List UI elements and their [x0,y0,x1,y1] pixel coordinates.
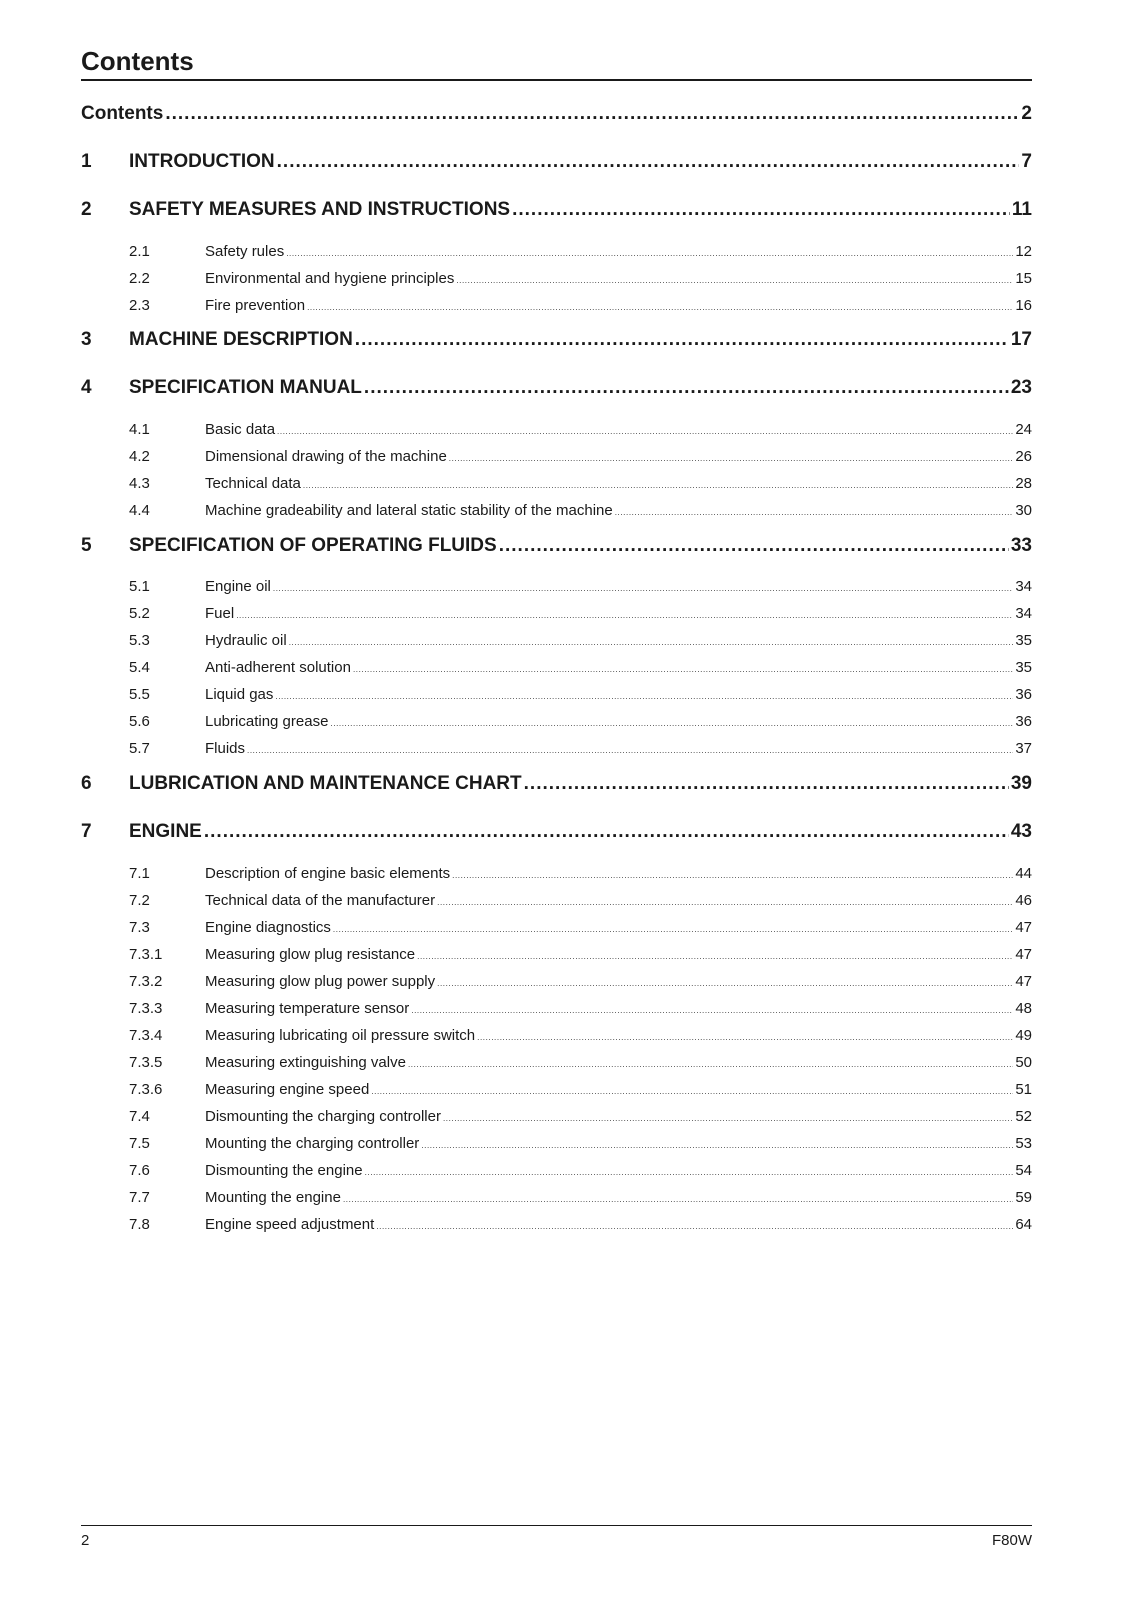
toc-subentry[interactable] [81,1027,1032,1047]
toc-subentry[interactable] [81,1108,1032,1128]
toc-entry-number: 7.3.3 [129,1000,163,1017]
toc-entry-page: 35 [1015,632,1032,649]
toc-dot-leader [365,1168,1014,1177]
toc-subentry[interactable] [81,1135,1032,1155]
toc-entry-number: 4 [81,377,92,398]
toc-entry-number: 7.8 [129,1216,150,1233]
toc-entry-number: 7.6 [129,1162,150,1179]
toc-entry-page: 64 [1015,1216,1032,1233]
toc-entry-number: 7.2 [129,892,150,909]
toc-entry-number: 5.2 [129,605,150,622]
toc-subentry[interactable] [81,865,1032,885]
toc-dot-leader [421,1141,1013,1150]
toc-entry-title: Safety rules [205,243,285,260]
title-rule [81,79,1032,81]
toc-entry-page: 39 [1010,773,1032,794]
toc-subentry[interactable] [81,946,1032,966]
toc-subentry[interactable] [81,1162,1032,1182]
toc-entry-title: Engine oil [205,578,271,595]
toc-entry-page: 52 [1015,1108,1032,1125]
toc-dot-leader [371,1087,1013,1096]
toc-dot-leader [437,898,1013,907]
toc-entry-number: 7.1 [129,865,150,882]
toc-entry-title: Fire prevention [205,297,306,314]
toc-dot-leader [512,199,1010,221]
toc-dot-leader [307,303,1013,312]
toc-entry-title: SAFETY MEASURES AND INSTRUCTIONS [129,199,511,220]
toc-subentry[interactable] [81,243,1032,263]
toc-entry-title: SPECIFICATION OF OPERATING FLUIDS [129,535,497,556]
toc-entry-page: 47 [1015,946,1032,963]
toc-dot-leader [273,584,1013,593]
toc-entry-page: 23 [1010,377,1032,398]
toc-entry-number: 7.7 [129,1189,150,1206]
toc-subentry[interactable] [81,1054,1032,1074]
toc-entry-title: Contents [81,103,164,124]
toc-dot-leader [303,481,1013,490]
toc-entry[interactable] [81,151,1032,175]
toc-entry-title: Technical data [205,475,301,492]
toc-entry[interactable] [81,329,1032,353]
toc-dot-leader [443,1114,1013,1123]
toc-entry-title: ENGINE [129,821,202,842]
toc-subentry[interactable] [81,421,1032,441]
toc-dot-leader [615,508,1014,517]
toc-entry-title: Dismounting the charging controller [205,1108,441,1125]
toc-entry-number: 7.3.6 [129,1081,163,1098]
toc-dot-leader [477,1033,1013,1042]
toc-entry-title: Liquid gas [205,686,274,703]
toc-entry[interactable] [81,199,1032,223]
toc-entry-page: 54 [1015,1162,1032,1179]
toc-entry-title: Measuring engine speed [205,1081,370,1098]
toc-dot-leader [236,611,1013,620]
toc-entry-number: 5.6 [129,713,150,730]
toc-dot-leader [449,454,1014,463]
toc-entry-title: Engine speed adjustment [205,1216,375,1233]
toc-entry-number: 6 [81,773,92,794]
toc-entry-page: 34 [1015,578,1032,595]
toc-entry-title: Basic data [205,421,276,438]
toc-entry-title: Measuring extinguishing valve [205,1054,406,1071]
toc-entry-title: Lubricating grease [205,713,329,730]
footer-page-number: 2 [81,1532,90,1549]
toc-subentry[interactable] [81,659,1032,679]
toc-dot-leader [286,249,1013,258]
toc-dot-leader [452,871,1013,880]
toc-entry-number: 5.3 [129,632,150,649]
footer-rule [81,1525,1032,1526]
toc-entry-title: Anti-adherent solution [205,659,351,676]
toc-subentry[interactable] [81,1081,1032,1101]
toc-entry-number: 4.2 [129,448,150,465]
toc-subentry[interactable] [81,475,1032,495]
toc-dot-leader [376,1222,1013,1231]
toc-entry-title: Fluids [205,740,246,757]
toc-dot-leader [289,638,1014,647]
toc-entry-page: 33 [1010,535,1032,556]
toc-subentry[interactable] [81,502,1032,522]
toc-entry-page: 47 [1015,919,1032,936]
toc-entry-page: 17 [1010,329,1032,350]
toc-entry-title: Machine gradeability and lateral static stability of the machine [205,502,613,519]
toc-dot-leader [333,925,1013,934]
toc-subentry[interactable] [81,740,1032,760]
toc-entry-number: 5.5 [129,686,150,703]
toc-entry-title: SPECIFICATION MANUAL [129,377,362,398]
toc-dot-leader [417,952,1013,961]
toc-subentry[interactable] [81,1216,1032,1236]
toc-entry-title: Hydraulic oil [205,632,287,649]
toc-dot-leader [524,773,1009,795]
toc-subentry[interactable] [81,270,1032,290]
toc-entry-number: 5.7 [129,740,150,757]
toc-subentry[interactable] [81,448,1032,468]
toc-entry-page: 26 [1015,448,1032,465]
toc-dot-leader [355,329,1009,351]
toc-subentry[interactable] [81,1000,1032,1020]
toc-entry[interactable] [81,103,1032,127]
toc-dot-leader [499,535,1009,557]
toc-entry-number: 4.3 [129,475,150,492]
toc-entry[interactable] [81,377,1032,401]
toc-entry-title: Measuring glow plug resistance [205,946,416,963]
toc-entry-number: 7.3.4 [129,1027,163,1044]
toc-dot-leader [411,1006,1013,1015]
toc-subentry[interactable] [81,297,1032,317]
toc-entry[interactable] [81,773,1032,797]
page-title: Contents [81,46,194,76]
toc-dot-leader [456,276,1013,285]
toc-entry[interactable] [81,535,1032,559]
toc-entry-number: 7.3.5 [129,1054,163,1071]
toc-entry-number: 5.1 [129,578,150,595]
toc-entry-page: 48 [1015,1000,1032,1017]
toc-entry-page: 11 [1011,199,1032,220]
toc-entry-title: Dismounting the engine [205,1162,363,1179]
toc-entry-title: Technical data of the manufacturer [205,892,436,909]
footer-model: F80W [991,1532,1032,1549]
toc-entry-number: 7.3.2 [129,973,163,990]
toc-entry-page: 59 [1015,1189,1032,1206]
toc-entry-number: 3 [81,329,92,350]
toc-entry-page: 36 [1015,713,1032,730]
toc-entry-number: 2.1 [129,243,150,260]
toc-entry-page: 24 [1015,421,1032,438]
toc-entry-number: 7.4 [129,1108,150,1125]
toc-subentry[interactable] [81,713,1032,733]
toc-entry-number: 7.3 [129,919,150,936]
toc-entry-page: 51 [1015,1081,1032,1098]
toc-dot-leader [165,103,1019,125]
toc-entry-number: 2.3 [129,297,150,314]
toc-entry-number: 5 [81,535,92,556]
toc-entry-number: 4.1 [129,421,150,438]
toc-entry-page: 34 [1015,605,1032,622]
toc-dot-leader [247,746,1013,755]
toc-entry-number: 5.4 [129,659,150,676]
toc-entry-page: 36 [1015,686,1032,703]
toc-entry-page: 12 [1015,243,1032,260]
toc-entry-number: 7 [81,821,92,842]
toc-dot-leader [275,692,1013,701]
toc-entry-page: 35 [1015,659,1032,676]
toc-subentry[interactable] [81,578,1032,598]
toc-entry-title: Description of engine basic elements [205,865,451,882]
toc-entry-number: 2.2 [129,270,150,287]
toc-entry-page: 16 [1015,297,1032,314]
toc-entry-page: 7 [1021,151,1032,172]
toc-entry-number: 7.3.1 [129,946,163,963]
toc-entry-title: Fuel [205,605,235,622]
toc-entry-page: 44 [1015,865,1032,882]
toc-dot-leader [330,719,1013,728]
toc-entry-page: 47 [1015,973,1032,990]
toc-dot-leader [364,377,1009,399]
toc-entry-title: Measuring temperature sensor [205,1000,410,1017]
toc-entry-title: INTRODUCTION [129,151,275,172]
toc-entry-page: 30 [1015,502,1032,519]
toc-entry-number: 2 [81,199,92,220]
toc-entry-title: Engine diagnostics [205,919,331,936]
toc-subentry[interactable] [81,686,1032,706]
toc-entry-number: 1 [81,151,92,172]
toc-dot-leader [408,1060,1013,1069]
toc-entry-title: Dimensional drawing of the machine [205,448,447,465]
toc-subentry[interactable] [81,973,1032,993]
toc-entry-page: 43 [1010,821,1032,842]
toc-dot-leader [204,821,1009,843]
toc-entry-title: Mounting the charging controller [205,1135,420,1152]
toc-entry-page: 49 [1015,1027,1032,1044]
toc-subentry[interactable] [81,1189,1032,1209]
toc-entry-title: Environmental and hygiene principles [205,270,455,287]
toc-subentry[interactable] [81,632,1032,652]
toc-dot-leader [277,151,1020,173]
toc-entry-page: 2 [1021,103,1032,124]
toc-dot-leader [353,665,1013,674]
toc-entry-page: 50 [1015,1054,1032,1071]
toc-entry-number: 4.4 [129,502,150,519]
toc-entry-page: 37 [1015,740,1032,757]
toc-entry-number: 7.5 [129,1135,150,1152]
toc-entry-page: 15 [1015,270,1032,287]
toc-subentry[interactable] [81,605,1032,625]
toc-entry-title: LUBRICATION AND MAINTENANCE CHART [129,773,522,794]
toc-entry-title: Mounting the engine [205,1189,341,1206]
toc-entry-title: Measuring lubricating oil pressure switch [205,1027,476,1044]
toc-entry[interactable] [81,821,1032,845]
toc-entry-page: 53 [1015,1135,1032,1152]
toc-dot-leader [277,427,1013,436]
toc-dot-leader [437,979,1013,988]
toc-entry-page: 46 [1015,892,1032,909]
toc-entry-title: MACHINE DESCRIPTION [129,329,353,350]
toc-subentry[interactable] [81,919,1032,939]
toc-subentry[interactable] [81,892,1032,912]
toc-entry-page: 28 [1015,475,1032,492]
toc-entry-title: Measuring glow plug power supply [205,973,436,990]
toc-dot-leader [343,1195,1013,1204]
